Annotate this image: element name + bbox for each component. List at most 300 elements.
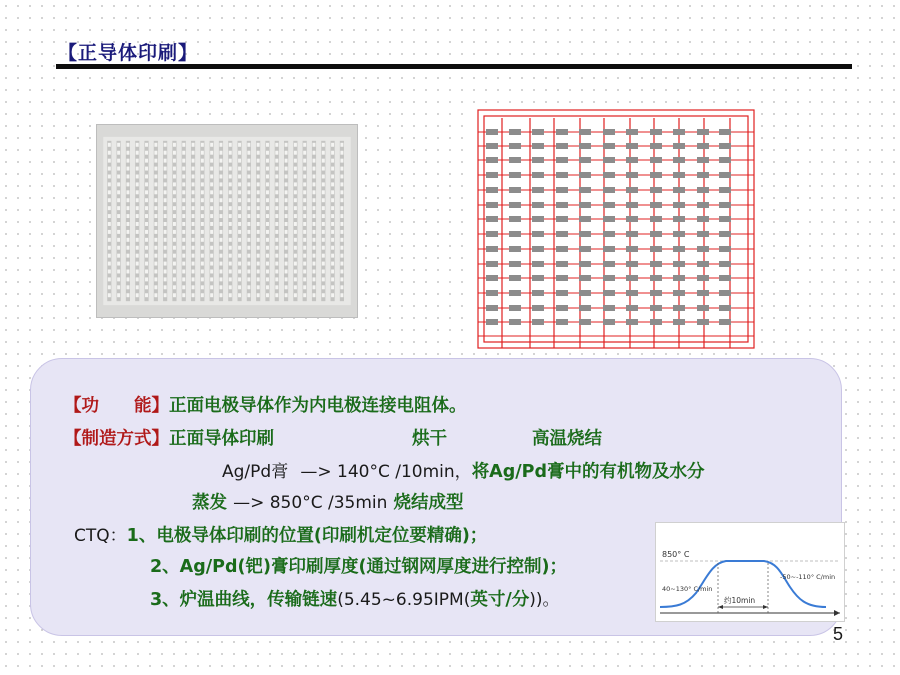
diagram-electrode-pad <box>532 305 544 311</box>
photo-stripe-dot <box>192 222 195 226</box>
photo-stripe-dot <box>145 246 148 250</box>
photo-stripe-dot <box>136 254 139 258</box>
diagram-electrode-pad <box>509 275 521 281</box>
photo-stripe-dot <box>285 238 288 242</box>
photo-stripe-dot <box>257 174 260 178</box>
ctq-item-3d: ))。 <box>529 590 560 610</box>
photo-stripe <box>144 141 148 301</box>
photo-stripe-dot <box>126 285 129 289</box>
photo-stripe-dot <box>108 190 111 194</box>
photo-stripe-dot <box>303 246 306 250</box>
temperature-profile-chart <box>655 522 845 622</box>
photo-stripe-dot <box>266 262 269 266</box>
diagram-electrode-pad <box>509 172 521 178</box>
photo-stripe-dot <box>192 230 195 234</box>
diagram-electrode-pad <box>486 305 498 311</box>
photo-stripe-dot <box>136 206 139 210</box>
photo-stripe-dot <box>340 262 343 266</box>
photo-stripe-dot <box>108 174 111 178</box>
photo-stripe-dot <box>331 151 334 155</box>
photo-stripe-dot <box>303 254 306 258</box>
photo-stripe-dot <box>136 167 139 171</box>
photo-stripe-dot <box>145 167 148 171</box>
diagram-electrode-pad <box>579 129 591 135</box>
photo-stripe-dot <box>313 143 316 147</box>
diagram-electrode-pad <box>626 231 638 237</box>
diagram-electrode-pad <box>603 157 615 163</box>
photo-stripe-dot <box>275 174 278 178</box>
photo-stripe-dot <box>340 269 343 273</box>
photo-stripe <box>210 141 214 301</box>
photo-stripe-dot <box>238 222 241 226</box>
diagram-electrode-pad <box>556 202 568 208</box>
photo-stripe-dot <box>331 269 334 273</box>
diagram-electrode-pad <box>556 143 568 149</box>
photo-stripe-dot <box>247 190 250 194</box>
photo-stripe-dot <box>313 285 316 289</box>
photo-stripe-dot <box>340 246 343 250</box>
photo-stripe-dot <box>117 151 120 155</box>
photo-stripe-dot <box>182 167 185 171</box>
photo-stripe-dot <box>173 198 176 202</box>
photo-stripe-dot <box>126 238 129 242</box>
diagram-electrode-pad <box>626 319 638 325</box>
diagram-electrode-pad <box>626 216 638 222</box>
photo-stripe-dot <box>154 277 157 281</box>
photo-stripe-dot <box>182 254 185 258</box>
photo-stripe <box>163 141 167 301</box>
diagram-electrode-pad <box>486 290 498 296</box>
photo-stripe-dot <box>285 159 288 163</box>
photo-stripe-dot <box>285 285 288 289</box>
photo-stripe-dot <box>154 254 157 258</box>
diagram-electrode-pad <box>603 231 615 237</box>
photo-stripe-dot <box>313 206 316 210</box>
photo-stripe-dot <box>247 246 250 250</box>
photo-stripe-dot <box>201 151 204 155</box>
photo-stripe-dot <box>340 214 343 218</box>
photo-stripe-dot <box>219 214 222 218</box>
profile-axis-arrow <box>834 610 840 616</box>
photo-stripe-dot <box>182 262 185 266</box>
diagram-electrode-pad <box>719 129 731 135</box>
photo-stripe-dot <box>126 167 129 171</box>
photo-stripe-dot <box>275 222 278 226</box>
photo-stripe-dot <box>294 151 297 155</box>
photo-stripe-dot <box>313 151 316 155</box>
photo-stripe-dot <box>238 269 241 273</box>
diagram-electrode-pad <box>509 246 521 252</box>
photo-stripe-dot <box>192 269 195 273</box>
photo-stripe-dot <box>145 277 148 281</box>
photo-stripe-dot <box>294 230 297 234</box>
photo-stripe-dot <box>117 214 120 218</box>
photo-stripe-dot <box>247 262 250 266</box>
photo-stripe-dot <box>201 214 204 218</box>
photo-stripe-dot <box>192 206 195 210</box>
photo-stripe-dot <box>201 230 204 234</box>
photo-stripe-dot <box>247 167 250 171</box>
photo-stripe-dot <box>164 269 167 273</box>
photo-stripe-dot <box>108 246 111 250</box>
diagram-electrode-pad <box>673 172 685 178</box>
photo-stripe <box>200 141 204 301</box>
photo-stripe-dot <box>173 230 176 234</box>
photo-stripe-dot <box>201 159 204 163</box>
photo-stripe-dot <box>192 182 195 186</box>
diagram-electrode-pad <box>486 275 498 281</box>
photo-stripe-dot <box>210 293 213 297</box>
photo-stripe-dot <box>266 222 269 226</box>
photo-stripe-dot <box>294 159 297 163</box>
photo-stripe-dot <box>117 167 120 171</box>
diagram-electrode-pad <box>532 172 544 178</box>
photo-stripe-dot <box>238 293 241 297</box>
photo-stripe-dot <box>229 277 232 281</box>
photo-stripe-dot <box>219 206 222 210</box>
photo-stripe-dot <box>266 238 269 242</box>
photo-stripe-dot <box>145 262 148 266</box>
photo-stripe-dot <box>303 182 306 186</box>
photo-stripe-dot <box>238 151 241 155</box>
diagram-electrode-pad <box>556 216 568 222</box>
diagram-electrode-pad <box>532 187 544 193</box>
photo-stripe-dot <box>219 230 222 234</box>
photo-stripe-dot <box>285 230 288 234</box>
photo-stripe-dot <box>285 174 288 178</box>
diagram-electrode-pad <box>673 157 685 163</box>
photo-stripe-dot <box>247 277 250 281</box>
photo-stripe-dot <box>257 285 260 289</box>
photo-stripe-dot <box>164 246 167 250</box>
diagram-electrode-pad <box>719 202 731 208</box>
photo-stripe-dot <box>219 262 222 266</box>
photo-stripe-dot <box>322 182 325 186</box>
diagram-electrode-pad <box>719 246 731 252</box>
photo-stripe-dot <box>173 277 176 281</box>
photo-stripe-dot <box>229 230 232 234</box>
photo-stripe-dot <box>145 151 148 155</box>
photo-stripe-dot <box>322 151 325 155</box>
photo-stripe-dot <box>313 238 316 242</box>
diagram-electrode-pad <box>603 275 615 281</box>
title-underline <box>56 64 852 69</box>
photo-stripe <box>117 141 121 301</box>
photo-stripe-dot <box>154 167 157 171</box>
photo-stripe-dot <box>126 182 129 186</box>
photo-stripe-dot <box>136 174 139 178</box>
photo-stripe-dot <box>313 277 316 281</box>
photo-stripe-dot <box>182 293 185 297</box>
temperature-profile-svg <box>656 523 844 621</box>
photo-stripe-dot <box>154 246 157 250</box>
photo-stripe-dot <box>340 182 343 186</box>
diagram-electrode-pad <box>603 216 615 222</box>
substrate-photo-image <box>97 125 357 317</box>
diagram-electrode-pad <box>650 246 662 252</box>
diagram-electrode-pad <box>509 202 521 208</box>
photo-stripe-dot <box>331 182 334 186</box>
photo-stripe-dot <box>322 222 325 226</box>
diagram-electrode-pad <box>626 143 638 149</box>
photo-stripe <box>321 141 325 301</box>
photo-stripe-dot <box>331 230 334 234</box>
diagram-electrode-pad <box>650 319 662 325</box>
photo-stripe-dot <box>340 293 343 297</box>
photo-stripe-dot <box>210 167 213 171</box>
drying-line <box>222 457 705 483</box>
photo-stripe-dot <box>164 182 167 186</box>
photo-stripe-dot <box>201 206 204 210</box>
photo-stripe-dot <box>182 238 185 242</box>
photo-stripe-dot <box>164 190 167 194</box>
photo-stripe-dot <box>285 277 288 281</box>
photo-stripe-dot <box>285 190 288 194</box>
photo-stripe-dot <box>275 238 278 242</box>
photo-stripe <box>135 141 139 301</box>
photo-stripe-dot <box>164 293 167 297</box>
photo-stripe-dot <box>192 238 195 242</box>
photo-stripe-dot <box>126 262 129 266</box>
photo-stripe-dot <box>303 143 306 147</box>
photo-stripe-dot <box>294 285 297 289</box>
diagram-electrode-pad <box>556 172 568 178</box>
diagram-electrode-pad <box>697 261 709 267</box>
photo-stripe-dot <box>331 254 334 258</box>
photo-stripe-dot <box>229 206 232 210</box>
photo-stripe-dot <box>145 230 148 234</box>
photo-stripe-dot <box>136 230 139 234</box>
photo-stripe-dot <box>285 246 288 250</box>
method-step-dry: 烘干 <box>412 429 447 449</box>
photo-stripe-dot <box>285 214 288 218</box>
diagram-electrode-pad <box>486 157 498 163</box>
photo-stripe-dot <box>126 151 129 155</box>
photo-stripe-dot <box>201 262 204 266</box>
diagram-electrode-pad <box>626 129 638 135</box>
diagram-electrode-pad <box>579 202 591 208</box>
photo-stripe-dot <box>210 206 213 210</box>
photo-stripe-dot <box>257 159 260 163</box>
photo-stripe-dot <box>229 293 232 297</box>
photo-stripe-dot <box>238 143 241 147</box>
diagram-electrode-pad <box>509 157 521 163</box>
photo-stripe-dot <box>229 159 232 163</box>
photo-stripe-dot <box>257 254 260 258</box>
photo-stripe-dot <box>275 269 278 273</box>
photo-stripe-dot <box>182 206 185 210</box>
photo-stripe-dot <box>247 293 250 297</box>
diagram-electrode-pad <box>556 231 568 237</box>
diagram-electrode-pad <box>603 246 615 252</box>
diagram-electrode-pad <box>650 261 662 267</box>
photo-stripe-dot <box>229 246 232 250</box>
photo-stripe-dot <box>145 198 148 202</box>
diagram-electrode-pad <box>556 157 568 163</box>
photo-stripe-dot <box>154 222 157 226</box>
photo-stripe-dot <box>285 269 288 273</box>
photo-stripe-dot <box>322 238 325 242</box>
photo-stripe-dot <box>173 206 176 210</box>
page-title: 【正导体印刷】 <box>58 42 199 64</box>
photo-stripe-dot <box>173 190 176 194</box>
diagram-electrode-pad <box>673 216 685 222</box>
photo-stripe-dot <box>173 254 176 258</box>
photo-stripe-dot <box>285 262 288 266</box>
diagram-electrode-pad <box>697 157 709 163</box>
diagram-electrode-pad <box>673 261 685 267</box>
photo-stripe-dot <box>275 190 278 194</box>
photo-stripe-dot <box>126 222 129 226</box>
photo-stripe <box>154 141 158 301</box>
photo-stripe-dot <box>275 143 278 147</box>
photo-stripe-dot <box>173 143 176 147</box>
photo-stripe <box>331 141 335 301</box>
photo-stripe-dot <box>285 254 288 258</box>
photo-stripe-dot <box>182 269 185 273</box>
photo-stripe-dot <box>238 254 241 258</box>
photo-stripe-dot <box>117 238 120 242</box>
photo-stripe-dot <box>266 182 269 186</box>
photo-stripe <box>303 141 307 301</box>
photo-stripe-dot <box>108 182 111 186</box>
photo-stripe-dot <box>173 151 176 155</box>
photo-stripe-dot <box>340 238 343 242</box>
photo-stripe-dot <box>247 174 250 178</box>
photo-stripe-dot <box>201 182 204 186</box>
photo-stripe-dot <box>164 254 167 258</box>
diagram-electrode-pad <box>673 246 685 252</box>
photo-stripe-dot <box>331 238 334 242</box>
photo-stripe-dot <box>303 238 306 242</box>
photo-stripe-dot <box>340 222 343 226</box>
photo-stripe-dot <box>238 182 241 186</box>
photo-stripe-dot <box>257 238 260 242</box>
photo-stripe-dot <box>219 174 222 178</box>
photo-stripe-dot <box>303 285 306 289</box>
photo-stripe-dot <box>313 222 316 226</box>
photo-stripe-dot <box>117 269 120 273</box>
photo-stripe-dot <box>340 206 343 210</box>
photo-stripe <box>107 141 111 301</box>
diagram-electrode-pad <box>532 319 544 325</box>
diagram-electrode-pad <box>603 172 615 178</box>
photo-stripe-dot <box>322 285 325 289</box>
photo-stripe-dot <box>192 214 195 218</box>
diagram-electrode-pad <box>626 261 638 267</box>
photo-stripe-dot <box>145 269 148 273</box>
photo-stripe-dot <box>173 167 176 171</box>
photo-stripe-dot <box>201 246 204 250</box>
photo-stripe-dot <box>182 285 185 289</box>
photo-stripe <box>312 141 316 301</box>
photo-stripe-dot <box>136 285 139 289</box>
ramp-down-label: -50~-110° C/min <box>780 573 836 581</box>
photo-stripe-dot <box>238 285 241 289</box>
photo-stripe <box>182 141 186 301</box>
photo-stripe-dot <box>192 159 195 163</box>
photo-stripe-dot <box>322 198 325 202</box>
diagram-electrode-pad <box>486 143 498 149</box>
photo-stripe-dot <box>238 206 241 210</box>
diagram-electrode-pad <box>509 129 521 135</box>
photo-stripe-dot <box>247 198 250 202</box>
photo-stripe-dot <box>294 143 297 147</box>
photo-stripe-dot <box>247 214 250 218</box>
photo-stripe-dot <box>247 230 250 234</box>
photo-stripe-dot <box>108 151 111 155</box>
photo-stripe-dot <box>210 277 213 281</box>
diagram-electrode-pad <box>532 275 544 281</box>
photo-stripe-dot <box>126 269 129 273</box>
photo-stripe-dot <box>201 222 204 226</box>
photo-stripe-dot <box>275 151 278 155</box>
ctq-item-3c: 英寸/分 <box>470 590 530 610</box>
diagram-electrode-pad <box>626 202 638 208</box>
photo-stripe-dot <box>266 206 269 210</box>
photo-stripe-dot <box>266 151 269 155</box>
photo-stripe <box>275 141 279 301</box>
diagram-electrode-pad <box>697 246 709 252</box>
diagram-electrode-pad <box>603 202 615 208</box>
diagram-electrode-pad <box>697 187 709 193</box>
photo-stripe-dot <box>229 167 232 171</box>
photo-stripe-dot <box>219 246 222 250</box>
photo-stripe-dot <box>154 269 157 273</box>
photo-stripe-dot <box>145 159 148 163</box>
function-label: 【功 能】 <box>64 396 169 416</box>
photo-stripe-dot <box>192 143 195 147</box>
photo-stripe-dot <box>340 285 343 289</box>
photo-stripe-dot <box>219 143 222 147</box>
photo-stripe-dot <box>182 198 185 202</box>
diagram-electrode-pad <box>673 275 685 281</box>
photo-stripe-dot <box>192 174 195 178</box>
photo-stripe-dot <box>108 222 111 226</box>
photo-stripe-dot <box>108 143 111 147</box>
diagram-electrode-pad <box>556 129 568 135</box>
photo-stripe-dot <box>303 206 306 210</box>
photo-stripe-dot <box>257 143 260 147</box>
photo-stripe-dot <box>108 269 111 273</box>
diagram-electrode-pad <box>673 319 685 325</box>
photo-stripe-dot <box>201 254 204 258</box>
photo-stripe-dot <box>173 214 176 218</box>
diagram-electrode-pad <box>650 275 662 281</box>
photo-stripe-dot <box>117 159 120 163</box>
photo-stripe-dot <box>294 246 297 250</box>
sinter-text: 烧结成型 <box>393 493 464 513</box>
peak-temp-label: 850° C <box>662 550 690 559</box>
photo-stripe-dot <box>331 262 334 266</box>
diagram-electrode-pad <box>673 305 685 311</box>
diagram-electrode-pad <box>579 216 591 222</box>
photo-stripe-dot <box>117 262 120 266</box>
diagram-electrode-pad <box>626 246 638 252</box>
photo-stripe-dot <box>192 285 195 289</box>
photo-stripe-dot <box>331 206 334 210</box>
photo-stripe-dot <box>126 206 129 210</box>
photo-stripe-dot <box>257 230 260 234</box>
photo-stripe-dot <box>340 159 343 163</box>
diagram-electrode-pad <box>719 157 731 163</box>
photo-stripe-dot <box>340 143 343 147</box>
diagram-electrode-pad <box>509 187 521 193</box>
photo-stripe-dot <box>322 277 325 281</box>
photo-stripe-dot <box>285 182 288 186</box>
photo-stripe-dot <box>238 159 241 163</box>
photo-stripe-dot <box>126 214 129 218</box>
